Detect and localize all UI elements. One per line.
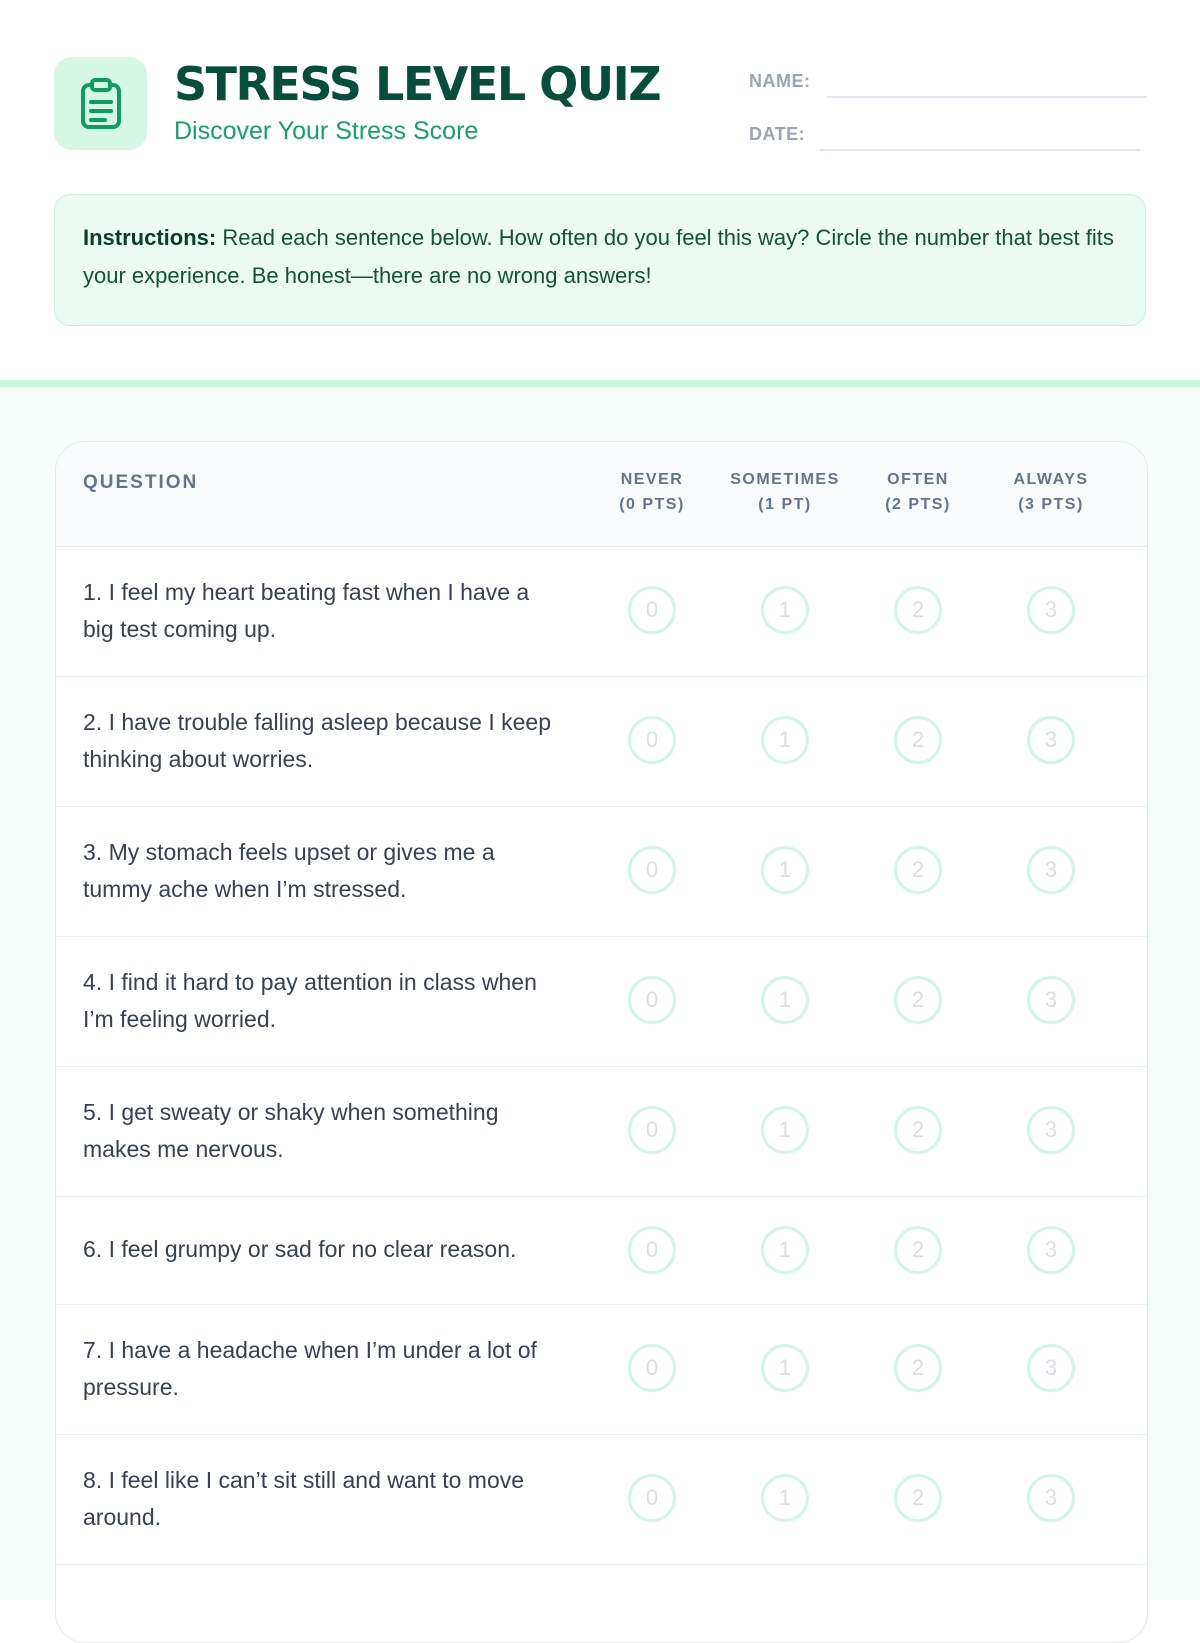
question-row-1 <box>56 547 1147 677</box>
question-row-3 <box>56 807 1147 937</box>
question-text: 4. I find it hard to pay attention in class when I’m feeling worried. <box>83 969 537 1032</box>
instructions-box <box>54 194 1146 326</box>
answer-option-1[interactable]: 1 <box>761 846 809 894</box>
question-row-7 <box>56 1305 1147 1435</box>
column-points: (0 PTS) <box>619 496 685 513</box>
question-text: 8. I feel like I can’t sit still and want to move around. <box>83 1467 525 1530</box>
answer-option-1[interactable]: 1 <box>761 1106 809 1154</box>
name-label: NAME: <box>749 71 811 91</box>
answer-option-3[interactable]: 3 <box>1027 1106 1075 1154</box>
question-row-2 <box>56 677 1147 807</box>
column-header-sometimes <box>720 467 850 517</box>
clipboard-icon <box>79 78 123 130</box>
answer-option-2[interactable]: 2 <box>894 586 942 634</box>
answer-option-2[interactable]: 2 <box>894 1226 942 1274</box>
answer-option-0[interactable]: 0 <box>628 1344 676 1392</box>
column-points: (3 PTS) <box>1018 496 1084 513</box>
answer-option-1[interactable]: 1 <box>761 1344 809 1392</box>
column-header-always <box>986 467 1116 517</box>
instructions-text: Read each sentence below. How often do you feel this way? Circle the number that best fits your experience. Be honest—there are no wrong answers! <box>83 225 1114 288</box>
question-text: 6. I feel grumpy or sad for no clear reason. <box>83 1236 517 1262</box>
answer-option-0[interactable]: 0 <box>628 1474 676 1522</box>
column-label: ALWAYS <box>1013 471 1089 488</box>
column-label: NEVER <box>620 471 684 488</box>
column-header-never <box>587 467 717 517</box>
answer-option-0[interactable]: 0 <box>628 1106 676 1154</box>
answer-option-0[interactable]: 0 <box>628 976 676 1024</box>
column-label: OFTEN <box>887 471 949 488</box>
answer-option-0[interactable]: 0 <box>628 586 676 634</box>
answer-option-1[interactable]: 1 <box>761 976 809 1024</box>
column-points: (1 PT) <box>758 496 812 513</box>
answer-option-3[interactable]: 3 <box>1027 1226 1075 1274</box>
question-row-5 <box>56 1067 1147 1197</box>
question-row-8 <box>56 1435 1147 1565</box>
page-subtitle: Discover Your Stress Score <box>174 117 479 145</box>
answer-option-0[interactable]: 0 <box>628 1226 676 1274</box>
question-text: 3. My stomach feels upset or gives me a tummy ache when I’m stressed. <box>83 839 495 902</box>
answer-option-0[interactable]: 0 <box>628 716 676 764</box>
question-text: 1. I feel my heart beating fast when I have a big test coming up. <box>83 579 530 642</box>
name-field[interactable] <box>827 96 1147 98</box>
question-text: 2. I have trouble falling asleep because I keep thinking about worries. <box>83 709 551 772</box>
page-title: STRESS LEVEL QUIZ <box>174 57 661 111</box>
answer-option-2[interactable]: 2 <box>894 1106 942 1154</box>
answer-option-3[interactable]: 3 <box>1027 716 1075 764</box>
instructions-lead: Instructions: <box>83 225 217 250</box>
answer-option-3[interactable]: 3 <box>1027 586 1075 634</box>
answer-option-2[interactable]: 2 <box>894 1344 942 1392</box>
question-row-4 <box>56 937 1147 1067</box>
question-text: 5. I get sweaty or shaky when something makes me nervous. <box>83 1099 499 1162</box>
table-header <box>56 442 1147 547</box>
page-header <box>0 0 1200 380</box>
answer-option-2[interactable]: 2 <box>894 716 942 764</box>
answer-option-2[interactable]: 2 <box>894 846 942 894</box>
answer-option-1[interactable]: 1 <box>761 1474 809 1522</box>
answer-option-1[interactable]: 1 <box>761 586 809 634</box>
question-row-6 <box>56 1197 1147 1305</box>
column-label: SOMETIMES <box>730 471 840 488</box>
date-field[interactable] <box>820 149 1140 151</box>
answer-option-3[interactable]: 3 <box>1027 1474 1075 1522</box>
column-header-often <box>853 467 983 517</box>
answer-option-1[interactable]: 1 <box>761 1226 809 1274</box>
answer-option-0[interactable]: 0 <box>628 846 676 894</box>
column-points: (2 PTS) <box>885 496 951 513</box>
date-label: DATE: <box>749 124 806 144</box>
answer-option-3[interactable]: 3 <box>1027 1344 1075 1392</box>
answer-option-2[interactable]: 2 <box>894 1474 942 1522</box>
answer-option-3[interactable]: 3 <box>1027 846 1075 894</box>
answer-option-2[interactable]: 2 <box>894 976 942 1024</box>
answer-option-1[interactable]: 1 <box>761 716 809 764</box>
answer-option-3[interactable]: 3 <box>1027 976 1075 1024</box>
question-column-header: QUESTION <box>83 472 199 493</box>
logo-badge <box>54 57 147 150</box>
quiz-table <box>55 441 1148 1643</box>
question-text: 7. I have a headache when I’m under a lot of pressure. <box>83 1337 537 1400</box>
